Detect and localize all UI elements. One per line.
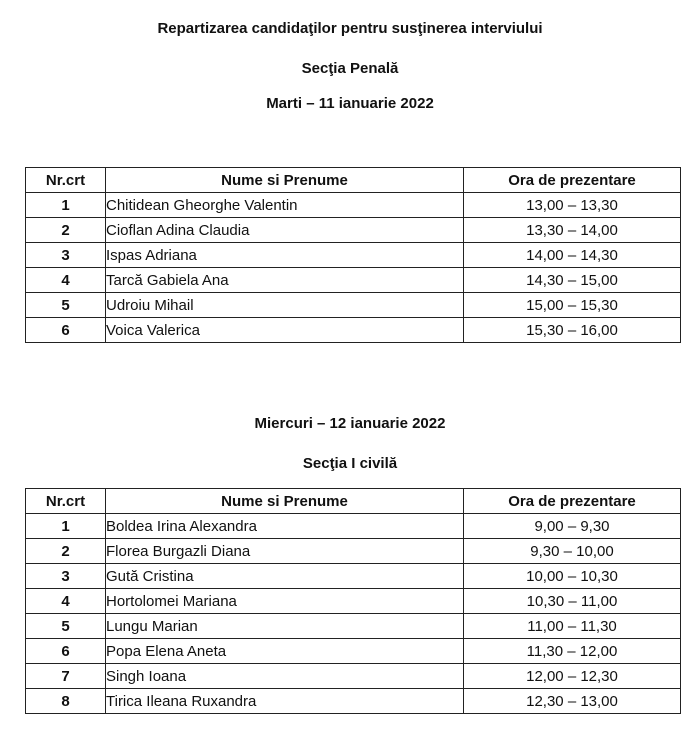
candidate-name: Lungu Marian [106,614,464,639]
candidate-name: Cioflan Adina Claudia [106,218,464,243]
schedule-table-civila [25,488,681,714]
table-row [26,243,681,268]
row-number: 5 [26,293,106,318]
table-row [26,689,681,714]
candidate-name: Tarcă Gabiela Ana [106,268,464,293]
presentation-time: 15,00 – 15,30 [464,293,681,318]
section1-name: Secţia Penală [301,60,399,77]
presentation-time: 12,30 – 13,00 [464,689,681,714]
presentation-time: 10,00 – 10,30 [464,564,681,589]
presentation-time: 11,00 – 11,30 [464,614,681,639]
table-row [26,639,681,664]
presentation-time: 14,00 – 14,30 [464,243,681,268]
table-row [26,539,681,564]
column-header-time: Ora de prezentare [464,168,681,193]
candidate-name: Florea Burgazli Diana [106,539,464,564]
presentation-time: 12,00 – 12,30 [464,664,681,689]
presentation-time: 15,30 – 16,00 [464,318,681,343]
row-number: 2 [26,539,106,564]
section2-name: Secţia I civilă [302,455,398,472]
table-row [26,589,681,614]
row-number: 3 [26,564,106,589]
candidate-name: Singh Ioana [106,664,464,689]
column-header-name: Nume si Prenume [106,168,464,193]
row-number: 1 [26,193,106,218]
candidate-name: Gută Cristina [106,564,464,589]
table-row [26,193,681,218]
schedule-table-penala [25,167,681,343]
row-number: 3 [26,243,106,268]
table-row [26,514,681,539]
candidate-name: Chitidean Gheorghe Valentin [106,193,464,218]
table-row [26,564,681,589]
row-number: 4 [26,268,106,293]
candidate-name: Boldea Irina Alexandra [106,514,464,539]
table-row [26,318,681,343]
table-header-row [26,489,681,514]
table-row [26,293,681,318]
row-number: 6 [26,318,106,343]
row-number: 7 [26,664,106,689]
row-number: 5 [26,614,106,639]
row-number: 4 [26,589,106,614]
presentation-time: 10,30 – 11,00 [464,589,681,614]
table-row [26,614,681,639]
document-title: Repartizarea candidaţilor pentru susţinerea interviului [157,20,543,37]
candidate-name: Ispas Adriana [106,243,464,268]
column-header-nr: Nr.crt [26,168,106,193]
presentation-time: 14,30 – 15,00 [464,268,681,293]
section2-date: Miercuri – 12 ianuarie 2022 [254,415,446,432]
presentation-time: 13,30 – 14,00 [464,218,681,243]
presentation-time: 9,00 – 9,30 [464,514,681,539]
candidate-name: Tirica Ileana Ruxandra [106,689,464,714]
table-row [26,268,681,293]
row-number: 8 [26,689,106,714]
candidate-name: Voica Valerica [106,318,464,343]
column-header-time: Ora de prezentare [464,489,681,514]
column-header-nr: Nr.crt [26,489,106,514]
column-header-name: Nume si Prenume [106,489,464,514]
table-row [26,664,681,689]
section1-date: Marti – 11 ianuarie 2022 [266,95,434,112]
table-body-civila [26,514,681,714]
table-row [26,218,681,243]
row-number: 2 [26,218,106,243]
row-number: 6 [26,639,106,664]
table-body-penala [26,193,681,343]
candidate-name: Udroiu Mihail [106,293,464,318]
candidate-name: Popa Elena Aneta [106,639,464,664]
presentation-time: 13,00 – 13,30 [464,193,681,218]
candidate-name: Hortolomei Mariana [106,589,464,614]
presentation-time: 11,30 – 12,00 [464,639,681,664]
presentation-time: 9,30 – 10,00 [464,539,681,564]
row-number: 1 [26,514,106,539]
table-header-row [26,168,681,193]
